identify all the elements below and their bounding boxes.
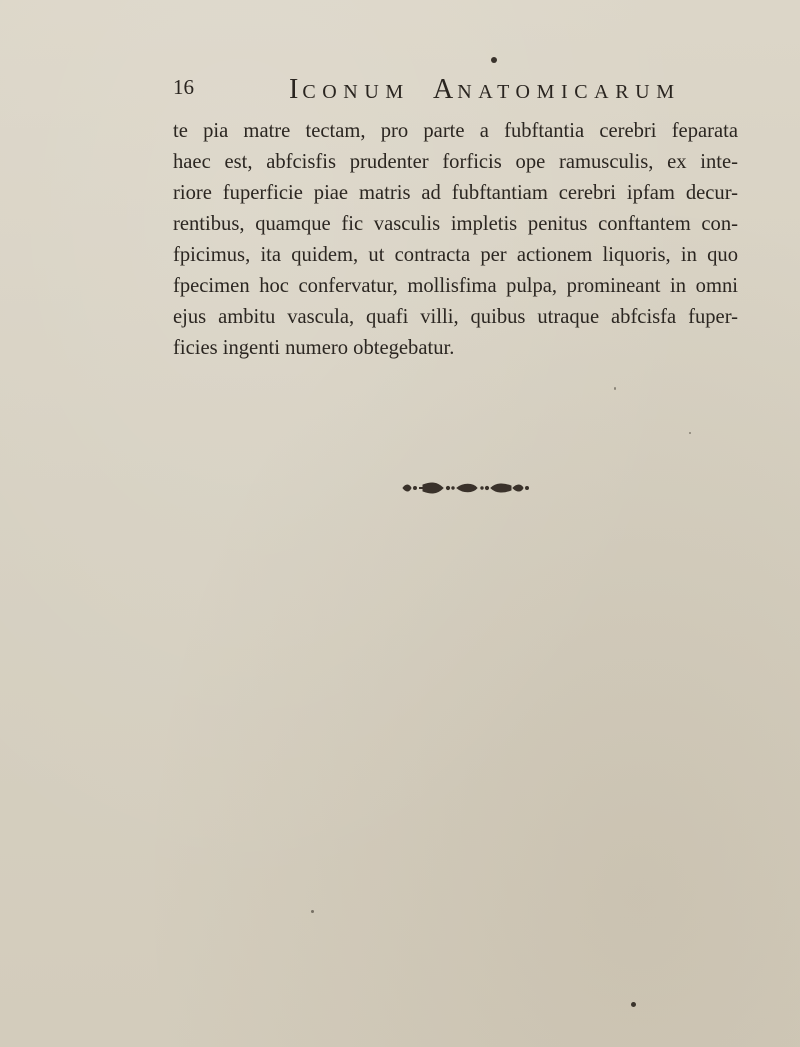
text-line: ficies ingenti numero obtegebatur.	[173, 337, 455, 359]
paper-speck	[631, 1002, 636, 1007]
paper-speck	[311, 910, 314, 913]
paper-speck	[614, 387, 616, 390]
text-line: fpecimen hoc confervatur, mollisfima pulpa, promineant in omni	[173, 275, 738, 297]
text-line: te pia matre tectam, pro parte a fubftantia cerebri feparata	[173, 120, 738, 142]
paper-speck	[689, 432, 691, 434]
text-line: rentibus, quamque fic vasculis impletis penitus conftantem con-	[173, 213, 738, 235]
running-head-word-2: NATOMICARUM	[457, 81, 681, 103]
text-line: ejus ambitu vascula, quafi villi, quibus utraque abfcisfa fuper-	[173, 306, 738, 328]
page-number: 16	[173, 75, 194, 99]
ornament-divider-icon	[401, 480, 531, 496]
running-head	[289, 74, 681, 106]
running-head-initial-1: I	[289, 74, 303, 105]
text-line: riore fuperficie piae matris ad fubftantiam cerebri ipfam decur-	[173, 182, 738, 204]
body-paragraph	[173, 116, 738, 364]
text-line: fpicimus, ita quidem, ut contracta per actionem liquoris, in quo	[173, 244, 738, 266]
running-head-word-1: CONUM	[302, 81, 410, 103]
text-line: haec est, abfcisfis prudenter forficis ope ramusculis, ex inte-	[173, 151, 738, 173]
paper-speck	[491, 57, 497, 63]
running-head-initial-2: A	[432, 74, 458, 105]
